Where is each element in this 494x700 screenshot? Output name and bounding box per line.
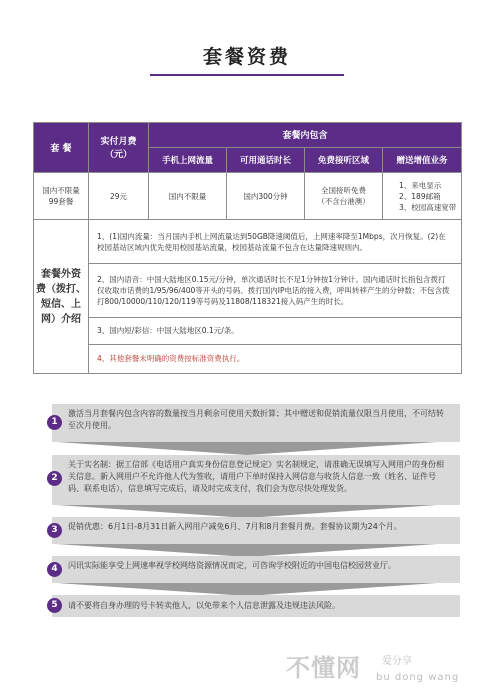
chevron-down-icon <box>33 442 461 456</box>
notice-4 <box>52 556 460 583</box>
number-badge-3: 3 <box>47 523 62 538</box>
number-badge-2: 2 <box>47 471 62 486</box>
outside-label-line: 网）介绍 <box>41 313 81 325</box>
notice-5 <box>52 595 460 617</box>
outside-label-line: 费（拨打、 <box>36 283 86 295</box>
notice-text: 促销优惠：6月1日-8月31日新入网用户减免6月、7月和8月套餐月费。套餐协议期为24个月。 <box>68 522 402 531</box>
plan-extra-item: 2、189邮箱 <box>399 191 441 201</box>
header-fee-unit: （元） <box>104 150 132 161</box>
notice-text: 激活当月套餐内包含内容的数量按当月剩余可使用天数折算；其中赠送和促销流量仅限当月使用，不可结转至次月使用。 <box>68 409 444 430</box>
notice-3 <box>52 517 460 544</box>
notice-text: 闪讯实际能享受上网速率视学校网络资源情况而定，可咨询学校附近的中国电信校园营业厅。 <box>68 561 396 570</box>
number-badge-1: 1 <box>47 415 62 430</box>
plan-minutes: 国内300分钟 <box>227 172 305 220</box>
note-sms: 3、国内短/彩信：中国大陆地区0.1元/条。 <box>89 317 462 344</box>
number-badge-4: 4 <box>47 562 62 577</box>
header-minutes: 可用通话时长 <box>227 147 305 172</box>
plan-fee: 29元 <box>89 172 149 220</box>
header-plan: 套 餐 <box>34 123 89 173</box>
note-data: 1、(1)国内流量：当月国内手机上网流量达到50GB降速阈值后，上网速率降至1Mbps，次月恢复。(2)在校园基站区域内优先使用校园基站流量，校园基站流量不包含在达量降速规则内。 <box>89 220 462 264</box>
plan-free-area-line2: （不含台港澳） <box>317 197 370 207</box>
note-voice: 2、国内语音：中国大陆地区0.15元/分钟，单次通话时长不足1分钟按1分钟计。国内通话时长指包含拨打仅收取市话费的1/95/96/400等开头的号码、拨打国内IP电话的接入费，呼叫转移产生的分钟数；不包含拨打800/10000/110/120/119等号码及11808/118321接入码产生的时长。 <box>89 264 462 318</box>
pricing-table <box>33 122 462 374</box>
notice-2 <box>52 455 460 505</box>
header-data: 手机上网流量 <box>149 147 227 172</box>
header-free-area: 免费接听区域 <box>305 147 383 172</box>
header-fee <box>89 123 149 173</box>
plan-free-area <box>305 172 383 220</box>
plan-extra-item: 1、来电显示 <box>399 180 442 190</box>
plan-extras <box>383 172 462 220</box>
outside-label-line: 套餐外资 <box>41 268 81 280</box>
watermark-tagline: 爱分享 <box>382 656 412 667</box>
plan-free-area-line1: 全国接听免费 <box>321 186 366 196</box>
watermark-url: bu dong wang <box>376 672 460 683</box>
header-included: 套餐内包含 <box>149 123 462 148</box>
outside-label-line: 短信、上 <box>41 298 81 310</box>
notice-text: 请不要将自身办理的号卡转卖他人，以免带来个人信息泄露及违规违法风险。 <box>68 601 340 610</box>
plan-name <box>34 172 89 220</box>
outside-plan-label <box>34 220 89 374</box>
title-rule <box>150 74 344 76</box>
plan-name-line2: 99套餐 <box>48 197 74 207</box>
notice-1 <box>52 404 460 442</box>
plan-data: 国内不限量 <box>149 172 227 220</box>
number-badge-5: 5 <box>47 598 62 613</box>
notice-text: 关于实名制：据工信部《电话用户真实身份信息登记规定》实名制规定，请准确无误填写入网用户的身份相关信息。新入网用户不允许他人代为签收，请用户下单时保持入网信息与收货人信息一致（姓名、证件号码、联系电话），信息填写完成后，请及时完成支付，我们会为您尽快处理发货。 <box>68 460 444 493</box>
header-extras: 赠送增值业务 <box>383 147 462 172</box>
plan-extra-item: 3、校园高速宽带 <box>399 202 457 212</box>
plan-name-line1: 国内不限量 <box>42 186 80 196</box>
watermark-logo: 不懂网 <box>286 654 361 682</box>
note-other: 4、其他套餐未明确的资费按标准资费执行。 <box>89 344 462 373</box>
page-title: 套餐资费 <box>202 46 291 68</box>
header-fee-label: 实付月费 <box>100 137 137 148</box>
